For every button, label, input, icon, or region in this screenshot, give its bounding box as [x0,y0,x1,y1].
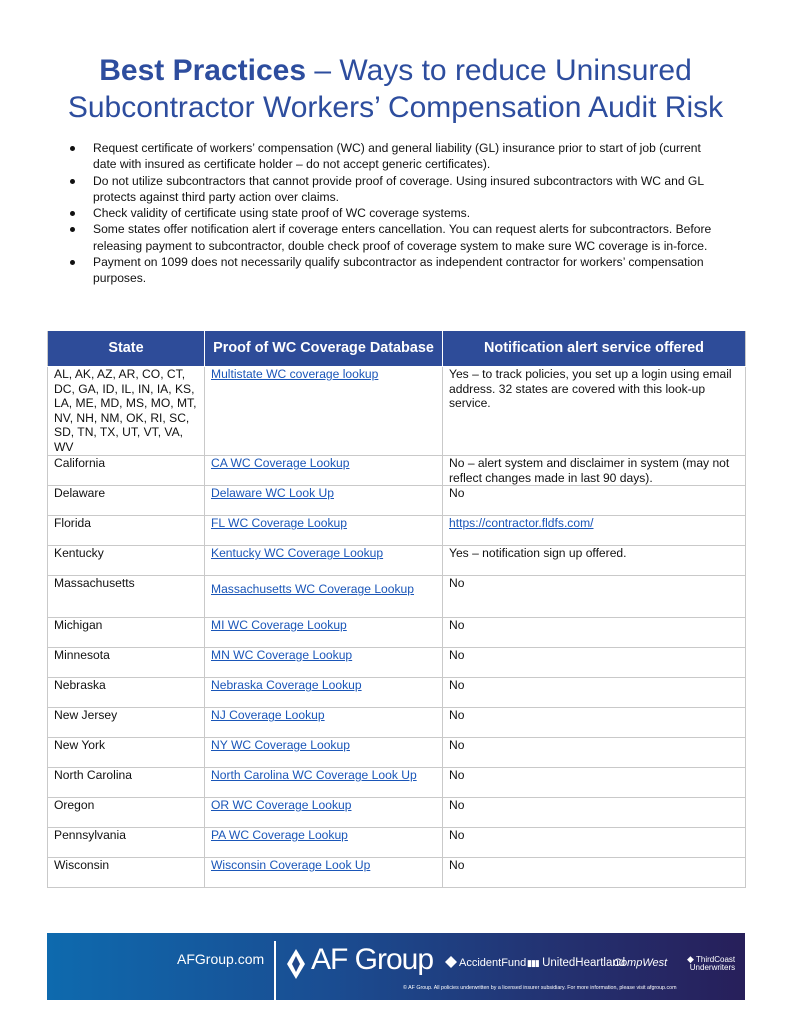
database-link[interactable]: Multistate WC coverage lookup [211,367,379,381]
table-row [48,516,746,546]
bullet-item: Payment on 1099 does not necessarily qualify subcontractor as independent contractor for workers’ compensation purposes. [64,254,724,287]
af-group-logo-icon [287,949,305,979]
database-cell [205,546,443,576]
state-cell: Florida [48,516,205,546]
state-cell: Pennsylvania [48,828,205,858]
notification-cell: No [443,738,746,768]
state-cell: Minnesota [48,648,205,678]
header-database: Proof of WC Coverage Database [205,331,443,367]
database-link[interactable]: CA WC Coverage Lookup [211,456,350,470]
footer-thirdcoast-label: ThirdCoast [696,955,736,964]
title-rest: – Ways to reduce Uninsured [306,54,692,87]
notification-cell [443,516,746,546]
database-link[interactable]: NY WC Coverage Lookup [211,738,350,753]
database-cell [205,678,443,708]
database-link[interactable]: Wisconsin Coverage Look Up [211,858,371,873]
footer-unitedheartland-label: UnitedHeartland [542,957,626,969]
database-link[interactable]: MI WC Coverage Lookup [211,618,347,633]
footer-unitedheartland [527,957,625,969]
database-cell [205,367,443,456]
table-row [48,576,746,618]
table-row [48,768,746,798]
state-cell: North Carolina [48,768,205,798]
table-row [48,546,746,576]
bullet-item: Check validity of certificate using state proof of WC coverage systems. [64,205,724,221]
state-cell: Massachusetts [48,576,205,618]
header-notification: Notification alert service offered [443,331,746,367]
state-cell: New York [48,738,205,768]
database-link[interactable]: North Carolina WC Coverage Look Up [211,768,417,783]
notification-cell: No [443,618,746,648]
title-bold: Best Practices [99,54,307,87]
notification-cell: No [443,708,746,738]
notification-cell: No [443,576,746,618]
footer-brand: AF Group [311,943,434,976]
state-cell: Kentucky [48,546,205,576]
third-coast-icon: ◆ [687,954,694,964]
notification-cell: No [443,486,746,516]
table-row [48,486,746,516]
table-header-row [48,331,746,367]
table-row [48,456,746,486]
footer-underwriters-label: Underwriters [689,963,736,972]
notification-cell: No [443,678,746,708]
database-cell [205,738,443,768]
database-cell [205,456,443,486]
database-link[interactable]: Kentucky WC Coverage Lookup [211,546,384,561]
footer-legal: © AF Group. All policies underwritten by a licensed insurer subsidiary. For more information, please visit afgroup.com [403,985,677,991]
bullet-item: Some states offer notification alert if coverage enters cancellation. You can request alerts for subcontractors. Before releasing payment to subcontractor, double check proof of coverage system to make sure WC coverage is in-force. [64,221,724,254]
notification-cell: No [443,768,746,798]
database-cell [205,576,443,618]
footer-accidentfund: AccidentFund [459,957,527,969]
state-cell: Wisconsin [48,858,205,888]
database-cell [205,486,443,516]
database-cell [205,768,443,798]
table-row [48,858,746,888]
database-link[interactable]: FL WC Coverage Lookup [211,516,348,531]
footer-compwest: CompWest [613,957,668,969]
accident-fund-icon [445,956,457,968]
database-cell [205,618,443,648]
database-link[interactable]: PA WC Coverage Lookup [211,828,348,843]
table-row [48,618,746,648]
table-row [48,708,746,738]
table-row [48,678,746,708]
state-cell: Oregon [48,798,205,828]
table-row [48,828,746,858]
state-cell: Michigan [48,618,205,648]
coverage-table [47,331,746,888]
notification-cell: No [443,858,746,888]
state-cell: New Jersey [48,708,205,738]
database-cell [205,798,443,828]
database-link[interactable]: MN WC Coverage Lookup [211,648,353,663]
footer-divider [274,941,276,1000]
database-link[interactable]: OR WC Coverage Lookup [211,798,352,813]
state-cell: California [48,456,205,486]
bullet-item: Do not utilize subcontractors that cannot provide proof of coverage. Using insured subcontractors with WC and GL protects against third party action over claims. [64,173,724,206]
table-row [48,738,746,768]
notification-cell: Yes – notification sign up offered. [443,546,746,576]
state-cell: Nebraska [48,678,205,708]
database-link[interactable]: Massachusetts WC Coverage Lookup [211,582,415,597]
best-practices-list [64,140,724,287]
header-state: State [48,331,205,367]
notification-cell: No – alert system and disclaimer in system (may not reflect changes made in last 90 days). [443,456,746,486]
database-cell [205,858,443,888]
bullet-item: Request certificate of workers’ compensation (WC) and general liability (GL) insurance prior to start of job (current date with insured as certificate holder – do not accept generic certificates). [64,140,724,173]
footer-thirdcoast [687,955,735,972]
notification-cell: Yes – to track policies, you set up a login using email address. 32 states are covered with this look-up service. [443,367,746,456]
database-cell [205,828,443,858]
florida-alert-link[interactable]: https://contractor.fldfs.com/ [449,516,594,531]
united-heartland-icon: ▮▮▮ [527,958,539,968]
database-link[interactable]: NJ Coverage Lookup [211,708,325,723]
database-link[interactable]: Delaware WC Look Up [211,486,334,501]
state-cell: Delaware [48,486,205,516]
database-link[interactable]: Nebraska Coverage Lookup [211,678,362,693]
table-row [48,798,746,828]
page-title [0,52,791,126]
notification-cell: No [443,648,746,678]
database-cell [205,648,443,678]
notification-cell: No [443,828,746,858]
database-cell [205,708,443,738]
database-cell [205,516,443,546]
title-line2: Subcontractor Workers’ Compensation Audit Risk [67,91,724,124]
footer-banner [47,933,745,1000]
table-row [48,367,746,456]
state-cell: AL, AK, AZ, AR, CO, CT, DC, GA, ID, IL, IN, IA, KS, LA, ME, MD, MS, MO, MT, NV, NH, NM, OK, RI, SC, SD, TN, TX, UT, VT, VA, WV [48,367,205,456]
table-row [48,648,746,678]
notification-cell: No [443,798,746,828]
footer-site-link[interactable]: AFGroup.com [177,951,265,967]
